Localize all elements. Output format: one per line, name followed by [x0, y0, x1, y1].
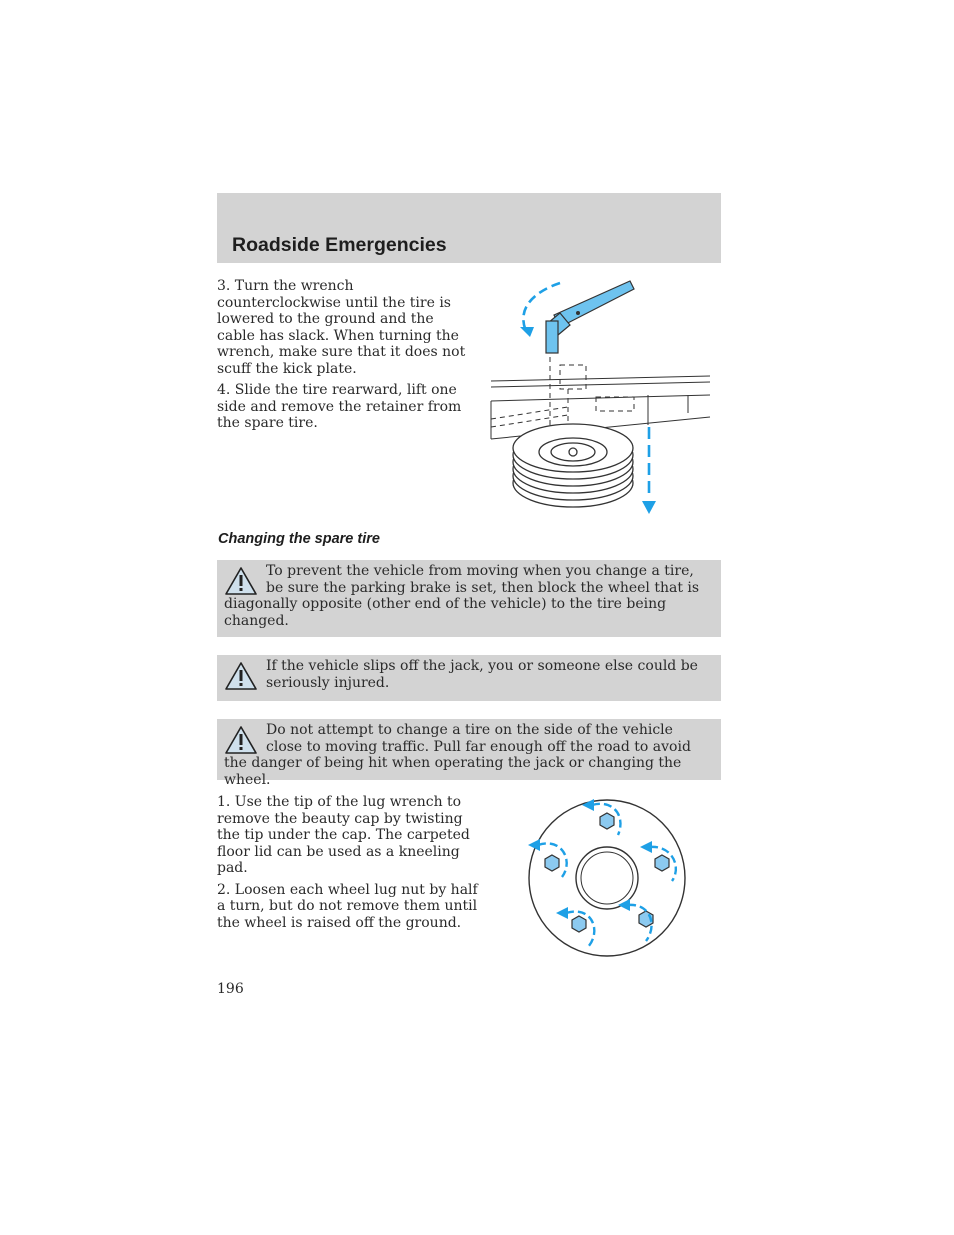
warning-box: [217, 655, 721, 701]
spare-tire-lowering-illustration: [488, 277, 716, 517]
warning-text: Do not attempt to change a tire on the side of the vehicle close to moving traffic. Pull far enough off the road to avoid the danger of being hit when operating the jack or changing the wheel.: [224, 722, 691, 788]
wheel-lug-nut-illustration: [522, 795, 692, 961]
warning-text: If the vehicle slips off the jack, you or someone else could be seriously injured.: [266, 658, 698, 691]
arrow-down-icon: [642, 501, 656, 514]
spare-tire-illustration: [513, 424, 633, 507]
warning-text: To prevent the vehicle from moving when you change a tire, be sure the parking brake is set, then block the wheel that is diagonally opposite (other end of the vehicle) to the tire being changed.: [224, 563, 700, 629]
section-header: [217, 193, 721, 263]
warning-triangle-icon: [224, 661, 258, 691]
step-1: 1. Use the tip of the lug wrench to remove the beauty cap by twisting the tip under the cap. The carpeted floor lid can be used as a kneeling pad.: [217, 794, 470, 876]
lug-wrench-illustration: [546, 281, 634, 353]
warning-triangle-icon: [224, 566, 258, 596]
step-3: 3. Turn the wrench counterclockwise until the tire is lowered to the ground and the cable has slack. When turning the wrench, make sure that it does not scuff the kick plate.: [217, 278, 466, 377]
instructions-loosen-lugs: [217, 794, 479, 936]
section-heading: Changing the spare tire: [218, 531, 380, 547]
lug-nut-icon: [600, 813, 614, 829]
arrow-head-icon: [520, 327, 534, 337]
step-2: 2. Loosen each wheel lug nut by half a turn, but do not remove them until the wheel is raised off the ground.: [217, 881, 478, 931]
warning-box: [217, 719, 721, 788]
lug-nut-icon: [545, 855, 559, 871]
warning-box: [217, 560, 721, 637]
instructions-lower-tire: [217, 278, 475, 437]
page-title: Roadside Emergencies: [232, 234, 447, 256]
lug-nut-icon: [572, 916, 586, 932]
warning-triangle-icon: [224, 725, 258, 755]
step-4: 4. Slide the tire rearward, lift one side and remove the retainer from the spare tire.: [217, 382, 462, 431]
page-number: 196: [217, 981, 244, 997]
lug-nut-icon: [655, 855, 669, 871]
